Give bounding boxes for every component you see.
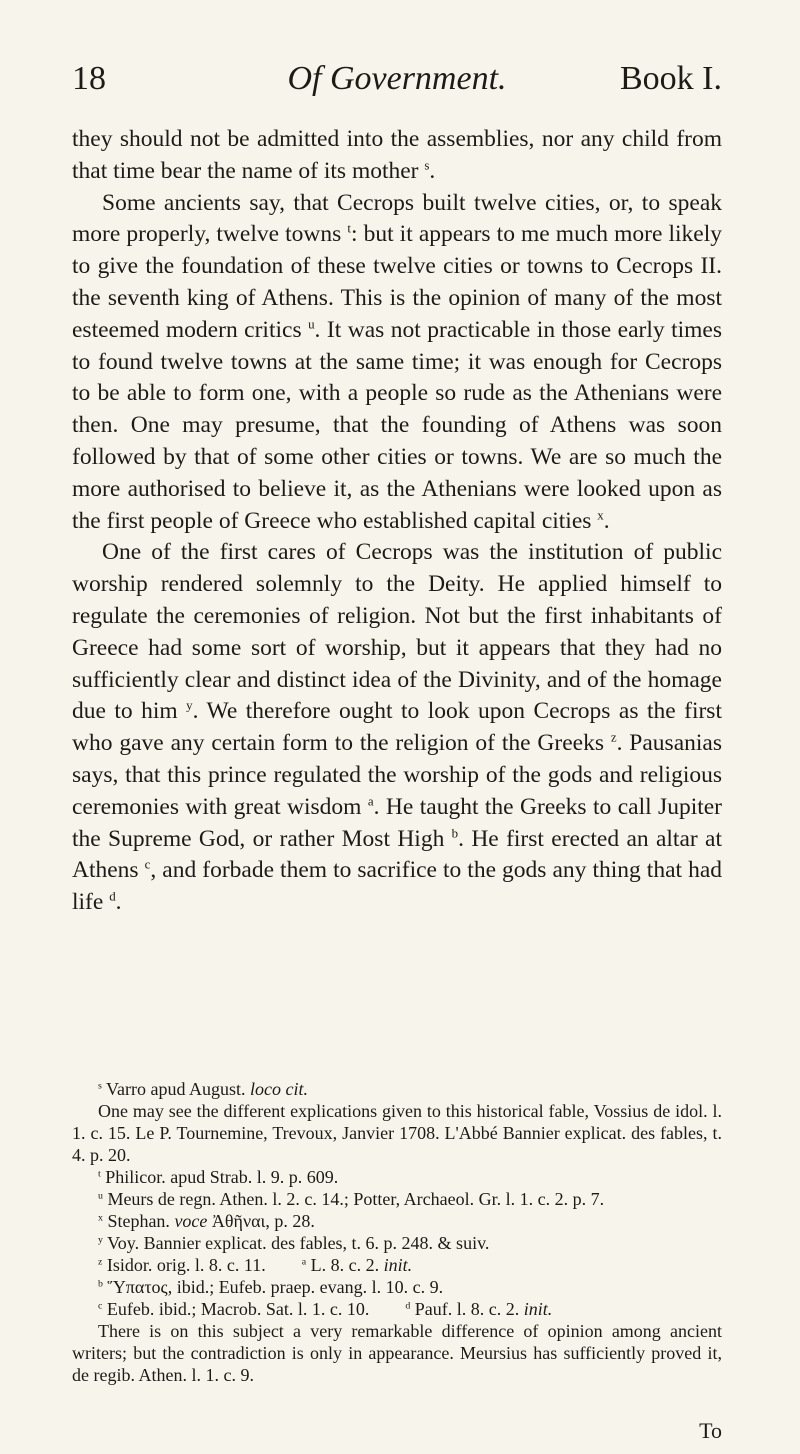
catchword: To [699,1418,722,1443]
page-number: 18 [72,60,106,97]
footnote-z-a: $^z$ Isidor. orig. l. 8. c. 11. $^a$ L. 8. c. 2. init. [98,1255,413,1275]
footnote-u: $^u$ Meurs de regn. Athen. l. 2. c. 14.; Potter, Archaeol. Gr. l. 1. c. 2. p. 7. [98,1189,605,1209]
footnote-x: $^x$ Stephan. voce Ἀθῆναι, p. 28. [98,1211,315,1231]
footnote-s-cont: One may see the different explications given to this historical fable, Vossius de idol. l. 1. c. 15. Le P. Tournemine, Trevoux, Janvier 1708. L'Abbé Bannier explicat. des fables, t. 4. p. 20. [72,1101,722,1165]
footnote-c-d: $^c$ Eufeb. ibid.; Macrob. Sat. l. 1. c. 10. $^d$ Pauf. l. 8. c. 2. init. [98,1299,553,1319]
note-ref: b [451,825,459,841]
page-header [72,60,722,108]
footnote-t: $^t$ Philicor. apud Strab. l. 9. p. 609. [98,1167,339,1187]
book-label: Book I. [620,60,722,97]
note-ref: y [186,697,193,713]
note-ref: d [109,888,116,904]
paragraph-1: they should not be admitted into the assemblies, nor any child from that time bear the name of its mother $^s$. [72,126,722,184]
note-ref: s [424,157,430,173]
note-ref: c [144,856,151,872]
running-title: Of Government. [287,60,507,97]
footnote-b: $^b$ Ὕπατος, ibid.; Eufeb. praep. evang. l. 10. c. 9. [98,1277,444,1297]
paragraph-3: One of the first cares of Cecrops was the institution of public worship rendered solemnly to the Deity. He applied himself to regulate the ceremonies of religion. Not but the first inhabitants of Greece had some sort of worship, but it appears that they had no sufficiently clear and distinct idea of the Divinity, and of the homage due to him $^y$. We therefore ought to look upon Cecrops as the first who gave any certain form to the religion of the Greeks $^z$. Pausanias says, that this prince regulated the worship of the gods and religious ceremonies with great wisdom $^a$. He taught the Greeks to call Jupiter the Supreme God, or rather Most High $^b$. He first erected an altar at Athens $^c$, and forbade them to sacrifice to the gods any thing that had life $^d$. [72,539,723,916]
note-ref: x [597,507,604,523]
footnote-s: $^s$ Varro apud August. loco cit. [98,1079,308,1099]
paragraph-2: Some ancients say, that Cecrops built twelve cities, or, to speak more properly, twelve towns $^t$: but it appears to me much more likely to give the foundation of these twelve cities or towns to Cecrops II. the seventh king of Athens. This is the opinion of many of the most esteemed modern critics $^u$. It was not practicable in those early times to found twelve towns at the same time; it was enough for Cecrops to be able to form one, with a people so rude as the Athenians were then. One may presume, that the founding of Athens was soon followed by that of some other cities or towns. We are so much the more authorised to believe it, as the Athenians were looked upon as the first people of Greece who established capital cities $^x$. [72,189,722,534]
footnote-d-cont: There is on this subject a very remarkable difference of opinion among ancient writers; but the contradiction is only in appearance. Meursius has sufficiently proved it, de regib. Athen. l. 1. c. 9. [72,1321,722,1385]
note-ref: z [610,729,617,745]
footnote-y: $^y$ Voy. Bannier explicat. des fables, t. 6. p. 248. & suiv. [98,1233,490,1253]
main-text [72,124,722,919]
footnotes [72,1078,722,1386]
note-ref: a [367,793,374,809]
note-ref: t [347,221,351,236]
note-ref: u [308,316,315,332]
